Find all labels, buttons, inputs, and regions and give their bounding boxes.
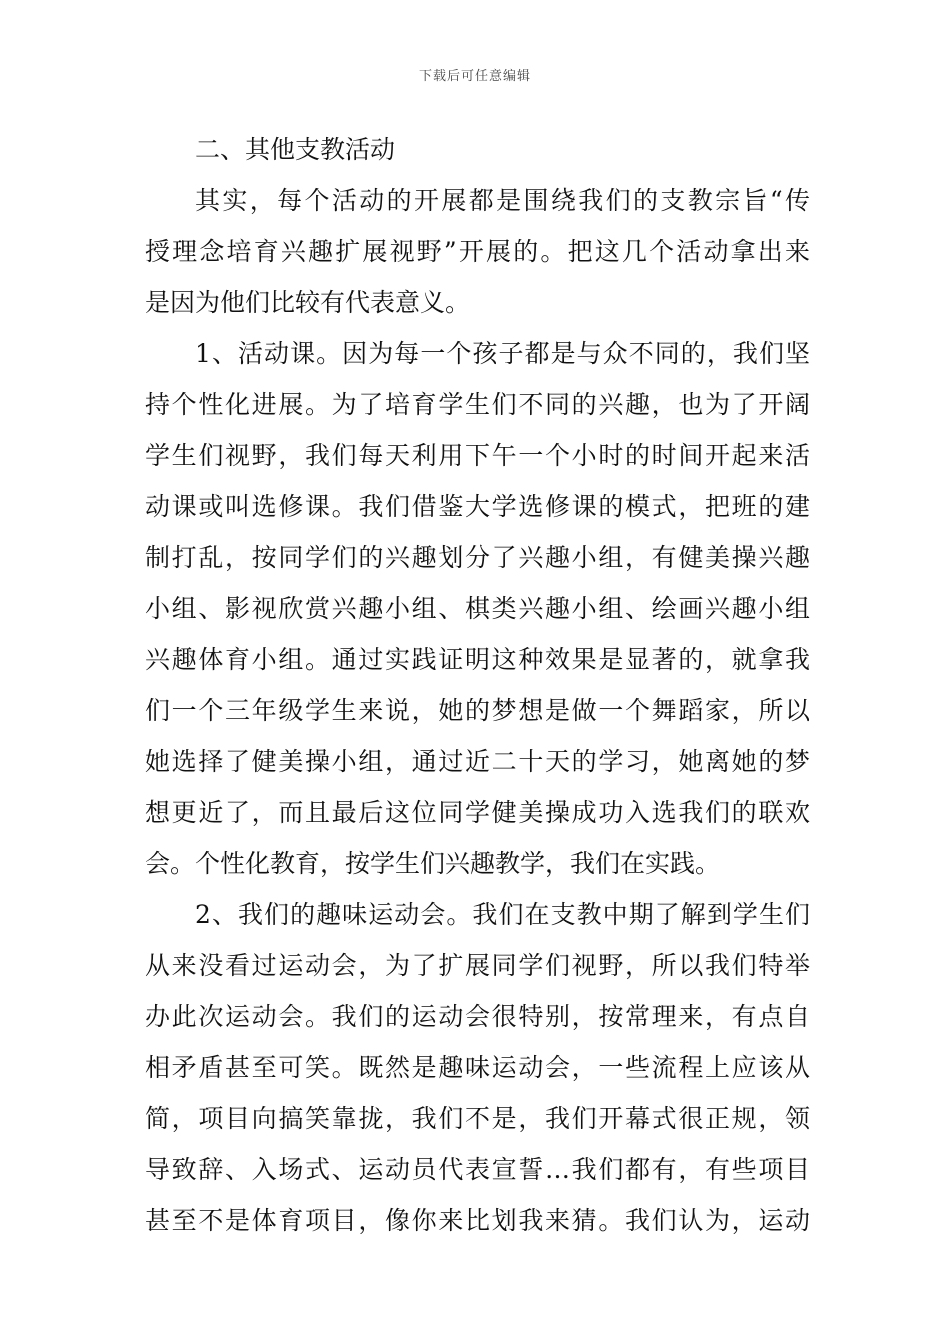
text-line: 是因为他们比较有代表意义。 <box>145 288 471 317</box>
text-line: 们一个三年级学生来说，她的梦想是做一个舞蹈家，所以 <box>145 696 810 725</box>
text-line: 持个性化进展。为了培育学生们不同的兴趣，也为了开阔 <box>145 390 810 419</box>
text-line: 其实，每个活动的开展都是围绕我们的支教宗旨“传 <box>195 186 810 215</box>
text-line: 制打乱，按同学们的兴趣划分了兴趣小组，有健美操兴趣 <box>145 543 810 572</box>
text-line: 从来没看过运动会，为了扩展同学们视野，所以我们特举 <box>145 951 810 980</box>
text-line: 她选择了健美操小组，通过近二十天的学习，她离她的梦 <box>145 747 810 776</box>
text-line: 会。个性化教育，按学生们兴趣教学，我们在实践。 <box>145 849 721 878</box>
text-line: 2、我们的趣味运动会。我们在支教中期了解到学生们 <box>195 900 810 929</box>
text-line: 相矛盾甚至可笑。既然是趣味运动会，一些流程上应该从 <box>145 1053 810 1082</box>
text-line: 学生们视野，我们每天利用下午一个小时的时间开起来活 <box>145 441 810 470</box>
header-note: 下载后可任意编辑 <box>418 69 531 84</box>
text-line: 甚至不是体育项目，像你来比划我来猜。我们认为，运动 <box>145 1206 810 1235</box>
text-line: 动课或叫选修课。我们借鉴大学选修课的模式，把班的建 <box>145 492 810 521</box>
text-line: 授理念培育兴趣扩展视野”开展的。把这几个活动拿出来 <box>145 237 810 266</box>
section-heading: 二、其他支教活动 <box>195 135 396 164</box>
text-line: 小组、影视欣赏兴趣小组、棋类兴趣小组、绘画兴趣小组 <box>145 594 810 623</box>
text-line: 办此次运动会。我们的运动会很特别，按常理来，有点自 <box>145 1002 810 1031</box>
text-line: 兴趣体育小组。通过实践证明这种效果是显著的，就拿我 <box>145 645 810 674</box>
text-line: 想更近了，而且最后这位同学健美操成功入选我们的联欢 <box>145 798 810 827</box>
document-body <box>145 124 810 1246</box>
text-line: 简，项目向搞笑靠拢，我们不是，我们开幕式很正规，领 <box>145 1104 810 1133</box>
text-line: 导致辞、入场式、运动员代表宣誓…我们都有，有些项目 <box>145 1155 810 1184</box>
text-line: 1、活动课。因为每一个孩子都是与众不同的，我们坚 <box>195 339 810 368</box>
